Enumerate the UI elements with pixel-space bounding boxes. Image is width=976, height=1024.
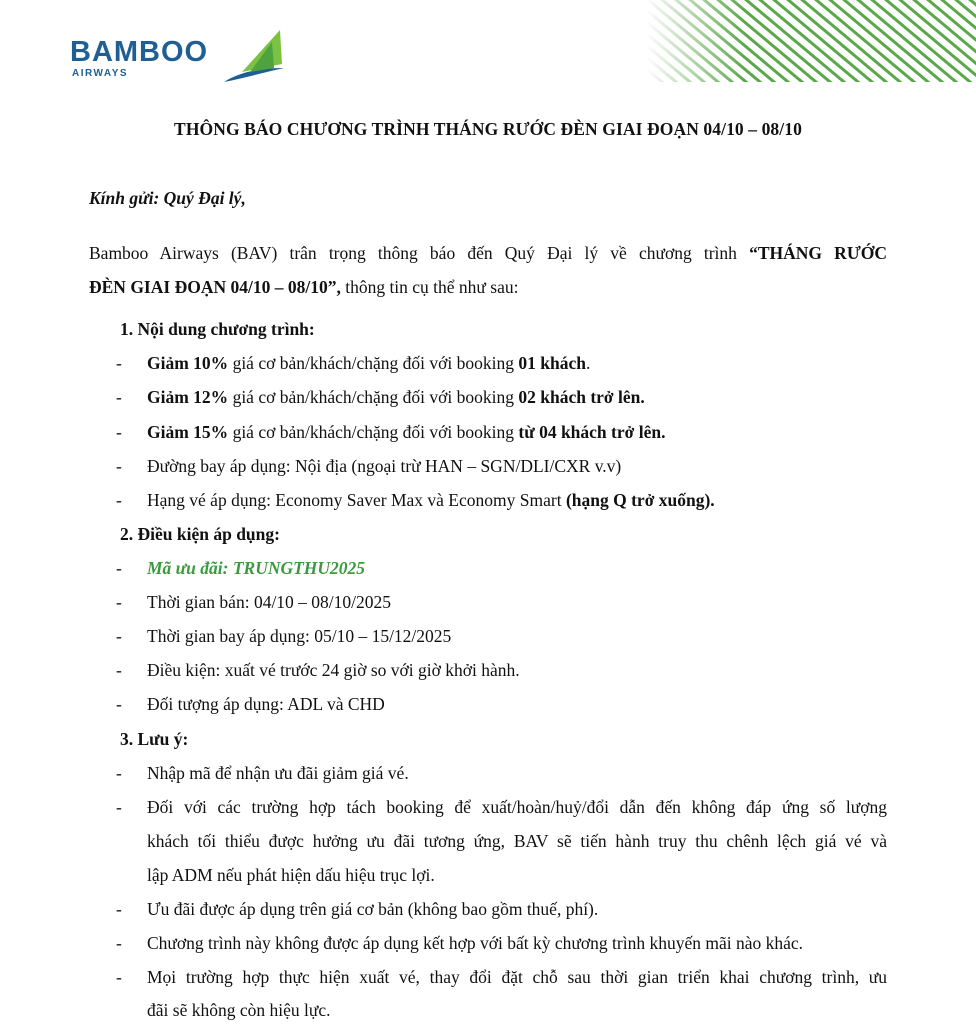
intro-line-2 — [89, 276, 519, 298]
bullet-dash: - — [116, 660, 122, 680]
list-item — [147, 489, 715, 511]
list-item-line: lập ADM nếu phát hiện dấu hiệu trục lợi. — [147, 865, 435, 885]
bullet-dash: - — [116, 353, 122, 373]
page-title: THÔNG BÁO CHƯƠNG TRÌNH THÁNG RƯỚC ĐÈN GIAI ĐOẠN 04/10 – 08/10 — [174, 119, 802, 139]
list-item: Chương trình này không được áp dụng kết hợp với bất kỳ chương trình khuyến mãi nào khác. — [147, 933, 804, 953]
bullet-dash: - — [116, 899, 122, 919]
bullet-dash: - — [116, 967, 122, 987]
bamboo-leaf-icon — [220, 28, 290, 84]
discount-rate: Giảm 10% — [147, 353, 229, 373]
item-text: Hạng vé áp dụng: Economy Saver Max và Economy Smart — [147, 490, 566, 510]
passenger-count: 02 khách trở lên. — [518, 387, 645, 407]
list-item: Nhập mã để nhận ưu đãi giảm giá vé. — [147, 763, 409, 783]
logo-wordmark: BAMBOO — [70, 36, 209, 68]
item-text: giá cơ bản/khách/chặng đối với booking — [228, 353, 519, 373]
bullet-dash: - — [116, 558, 122, 578]
bullet-dash: - — [116, 387, 122, 407]
promo-code: Mã ưu đãi: TRUNGTHU2025 — [147, 558, 366, 578]
list-item: Điều kiện: xuất vé trước 24 giờ so với giờ khởi hành. — [147, 660, 520, 680]
item-text: Đường bay áp dụng: Nội địa (ngoại trừ HAN – SGN/DLI/CXR v.v) — [147, 456, 622, 476]
list-item-line: đãi sẽ không còn hiệu lực. — [147, 1000, 331, 1020]
bullet-dash: - — [116, 422, 122, 442]
list-item: Ưu đãi được áp dụng trên giá cơ bản (không bao gồm thuế, phí). — [147, 899, 599, 919]
bamboo-airways-logo — [70, 28, 300, 88]
list-item-line: Đối với các trường hợp tách booking để xuất/hoàn/huỷ/đổi dẫn đến không đáp ứng số lượng — [147, 797, 887, 817]
list-item-line: Mọi trường hợp thực hiện xuất vé, thay đổi đặt chỗ sau thời gian triển khai chương trình, ưu — [147, 967, 887, 987]
list-item — [147, 386, 645, 408]
bullet-dash: - — [116, 763, 122, 783]
bullet-dash: - — [116, 694, 122, 714]
passenger-count: 01 khách — [518, 353, 586, 373]
item-text: giá cơ bản/khách/chặng đối với booking — [228, 387, 519, 407]
bullet-dash: - — [116, 797, 122, 817]
decorative-stripes — [646, 0, 976, 82]
intro-line-1 — [89, 242, 887, 264]
item-text: giá cơ bản/khách/chặng đối với booking — [228, 422, 519, 442]
bullet-dash: - — [116, 456, 122, 476]
passenger-count: từ 04 khách trở lên. — [518, 422, 666, 442]
list-item — [147, 455, 621, 477]
list-item: Thời gian bay áp dụng: 05/10 – 15/12/2025 — [147, 626, 452, 646]
bullet-dash: - — [116, 592, 122, 612]
greeting: Kính gửi: Quý Đại lý, — [89, 188, 246, 208]
list-item: Thời gian bán: 04/10 – 08/10/2025 — [147, 592, 392, 612]
list-item-line: khách tối thiểu được hưởng ưu đãi tương ứng, BAV sẽ tiến hành truy thu chênh lệch giá vé và — [147, 831, 887, 851]
bullet-dash: - — [116, 490, 122, 510]
bullet-dash: - — [116, 626, 122, 646]
logo-subtext: AIRWAYS — [72, 68, 129, 79]
intro-program-name: “THÁNG RƯỚC — [749, 243, 887, 263]
intro-program-name-cont: ĐÈN GIAI ĐOẠN 04/10 – 08/10”, — [89, 277, 341, 297]
bullet-dash: - — [116, 933, 122, 953]
intro-text: Bamboo Airways (BAV) trân trọng thông báo đến Quý Đại lý về chương trình — [89, 243, 750, 263]
list-item — [147, 352, 590, 374]
item-text: . — [585, 353, 591, 373]
section-2-heading: 2. Điều kiện áp dụng: — [120, 524, 280, 544]
list-item — [147, 421, 665, 443]
list-item: Đối tượng áp dụng: ADL và CHD — [147, 694, 385, 714]
intro-text-cont: thông tin cụ thể như sau: — [340, 277, 519, 297]
fare-class-note: (hạng Q trở xuống). — [565, 490, 715, 510]
section-3-heading: 3. Lưu ý: — [120, 729, 189, 749]
section-1-heading: 1. Nội dung chương trình: — [120, 319, 315, 339]
discount-rate: Giảm 15% — [147, 422, 229, 442]
discount-rate: Giảm 12% — [147, 387, 229, 407]
